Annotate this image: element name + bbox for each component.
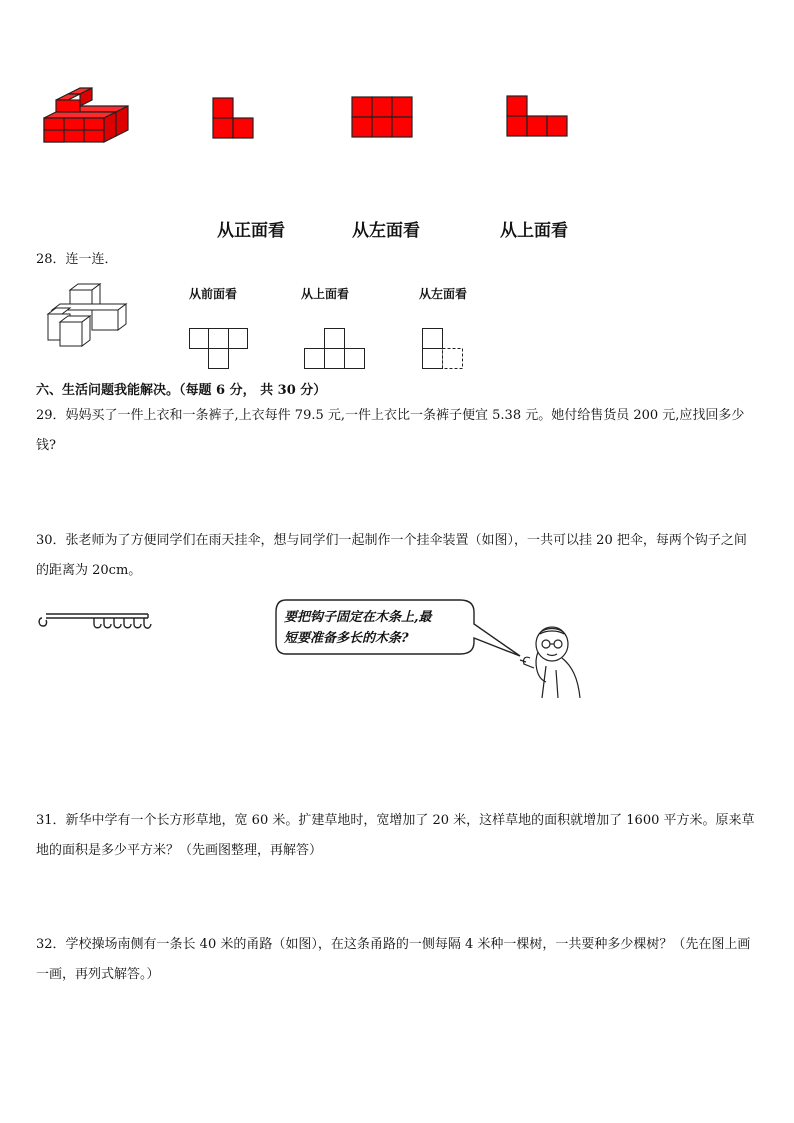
view-option-b bbox=[304, 328, 366, 370]
label-front-view-28: 从前面看 bbox=[189, 287, 238, 301]
teacher-figure bbox=[516, 622, 586, 702]
umbrella-hook-rack bbox=[36, 606, 151, 632]
question-30: 30．张老师为了方便同学们在雨天挂伞，想与同学们一起制作一个挂伞装置（如图），一共可以挂 20 把伞，每两个钩子之间的距离为 20cm。 bbox=[36, 533, 747, 578]
question-28-title: 28．连一连． bbox=[36, 252, 118, 267]
speech-bubble-text bbox=[284, 607, 432, 649]
bubble-line-1: 要把钩子固定在木条上,最 bbox=[284, 610, 432, 625]
bubble-line-2: 短要准备多长的木条? bbox=[284, 631, 409, 646]
front-view-figure bbox=[212, 97, 254, 139]
section-6-title: 六、生活问题我能解决。（每题 6 分， 共 30 分） bbox=[36, 383, 327, 398]
question-29: 29．妈妈买了一件上衣和一条裤子,上衣每件 79.5 元,一件上衣比一条裤子便宜 5.38 元。她付给售货员 200 元,应找回多少钱? bbox=[36, 408, 745, 453]
question-31: 31．新华中学有一个长方形草地，宽 60 米。扩建草地时，宽增加了 20 米，这样草地的面积就增加了 1600 平方米。原来草地的面积是多少平方米？（先画图整理，再解答） bbox=[36, 813, 755, 858]
label-top-view-28: 从上面看 bbox=[301, 287, 350, 301]
label-left-view-28: 从左面看 bbox=[419, 287, 468, 301]
view-option-a bbox=[189, 328, 249, 370]
label-top-view: 从上面看 bbox=[500, 221, 568, 241]
top-view-figure bbox=[506, 95, 568, 137]
cube-stack-figure bbox=[44, 284, 140, 350]
label-left-view: 从左面看 bbox=[352, 221, 420, 241]
question-32: 32．学校操场南侧有一条长 40 米的甬路（如图），在这条甬路的一侧每隔 4 米种一棵树，一共要种多少棵树？（先在图上画一画，再列式解答。） bbox=[36, 937, 751, 982]
view-option-c bbox=[422, 328, 464, 370]
label-front-view: 从正面看 bbox=[217, 221, 285, 241]
red-cube-solid bbox=[44, 84, 128, 146]
left-view-figure bbox=[351, 96, 413, 138]
